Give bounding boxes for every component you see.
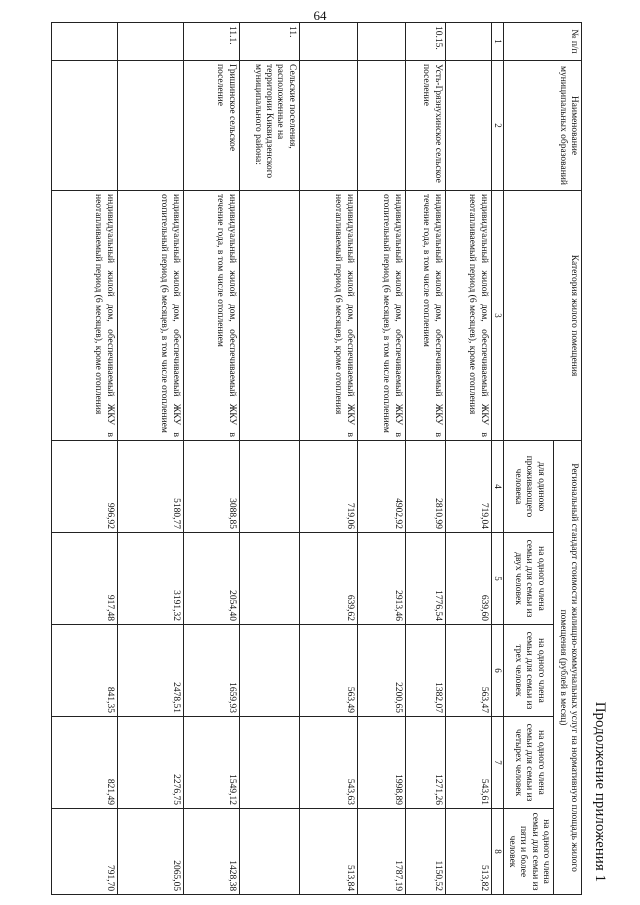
header-name: Наименование муниципальных образований bbox=[503, 61, 581, 191]
municipality-name bbox=[299, 61, 357, 191]
standard-value bbox=[239, 717, 299, 809]
standard-value: 719,06 bbox=[299, 441, 357, 533]
municipality-name bbox=[445, 61, 491, 191]
municipality-name: Усть-Грязнухинское сельское поселение bbox=[405, 61, 445, 191]
table-row bbox=[405, 23, 445, 895]
standard-value: 1549,12 bbox=[183, 717, 239, 809]
table-row bbox=[51, 23, 117, 895]
table-row bbox=[357, 23, 405, 895]
column-number: 7 bbox=[491, 717, 503, 809]
column-number: 6 bbox=[491, 625, 503, 717]
housing-category: индивидуальный жилой дом, обеспечиваемый ЖКУ в отопительный период (6 месяцев), в том числе отоплением bbox=[357, 191, 405, 441]
standard-value: 2276,75 bbox=[117, 717, 183, 809]
standard-value: 1776,54 bbox=[405, 533, 445, 625]
standard-value: 2054,40 bbox=[183, 533, 239, 625]
standard-value: 719,04 bbox=[445, 441, 491, 533]
column-number: 4 bbox=[491, 441, 503, 533]
row-number: 11. bbox=[239, 23, 299, 61]
standard-value bbox=[239, 533, 299, 625]
table-body bbox=[51, 23, 491, 895]
header-col7: на одного члена семьи для семьи из четырех человек bbox=[503, 717, 554, 809]
row-number bbox=[51, 23, 117, 61]
housing-category: индивидуальный жилой дом, обеспечиваемый ЖКУ в неотапливаемый период (6 месяцев), кроме отопления bbox=[445, 191, 491, 441]
header-category: Категория жилого помещения bbox=[503, 191, 581, 441]
header-col4: для одиноко проживающего человека bbox=[503, 441, 554, 533]
standard-value: 543,63 bbox=[299, 717, 357, 809]
standard-value: 563,47 bbox=[445, 625, 491, 717]
municipality-name bbox=[357, 61, 405, 191]
column-number: 8 bbox=[491, 809, 503, 895]
standard-value: 5180,77 bbox=[117, 441, 183, 533]
column-number: 5 bbox=[491, 533, 503, 625]
row-number bbox=[357, 23, 405, 61]
housing-category: индивидуальный жилой дом, обеспечиваемый ЖКУ в неотапливаемый период (6 месяцев), кроме отопления bbox=[299, 191, 357, 441]
standard-value: 2200,65 bbox=[357, 625, 405, 717]
municipality-name: Сельские поселения, расположенные на территории Киквидзенского муниципального района: bbox=[239, 61, 299, 191]
header-col6: на одного члена семьи для семьи из трех человек bbox=[503, 625, 554, 717]
standard-value: 513,82 bbox=[445, 809, 491, 895]
standard-value: 2810,99 bbox=[405, 441, 445, 533]
appendix-title: Продолжение приложения 1 bbox=[592, 701, 608, 882]
column-number: 3 bbox=[491, 191, 503, 441]
standard-value bbox=[239, 625, 299, 717]
tariff-table bbox=[51, 22, 582, 895]
table-row bbox=[239, 23, 299, 895]
municipality-name: Гришинское сельское поселение bbox=[183, 61, 239, 191]
standard-value: 639,60 bbox=[445, 533, 491, 625]
table-row bbox=[117, 23, 183, 895]
standard-value: 791,70 bbox=[51, 809, 117, 895]
standard-value: 2478,51 bbox=[117, 625, 183, 717]
housing-category: индивидуальный жилой дом, обеспечиваемый ЖКУ в отопительный период (6 месяцев), в том числе отоплением bbox=[117, 191, 183, 441]
header-col8: на одного члена семьи для семьи из пяти и более человек bbox=[503, 809, 554, 895]
municipality-name bbox=[117, 61, 183, 191]
table-row bbox=[445, 23, 491, 895]
row-number bbox=[445, 23, 491, 61]
standard-value: 1150,52 bbox=[405, 809, 445, 895]
row-number bbox=[299, 23, 357, 61]
standard-value: 1998,89 bbox=[357, 717, 405, 809]
standard-value: 841,35 bbox=[51, 625, 117, 717]
standard-value: 513,84 bbox=[299, 809, 357, 895]
housing-category: индивидуальный жилой дом, обеспечиваемый ЖКУ в неотапливаемый период (6 месяцев), кроме отопления bbox=[51, 191, 117, 441]
standard-value: 1787,19 bbox=[357, 809, 405, 895]
standard-value: 996,92 bbox=[51, 441, 117, 533]
standard-value: 4902,92 bbox=[357, 441, 405, 533]
standard-value: 821,49 bbox=[51, 717, 117, 809]
standard-value: 3191,32 bbox=[117, 533, 183, 625]
column-number: 1 bbox=[491, 23, 503, 61]
standard-value bbox=[239, 441, 299, 533]
standard-value bbox=[239, 809, 299, 895]
standard-value: 1428,38 bbox=[183, 809, 239, 895]
page-number: 64 bbox=[313, 8, 327, 23]
standard-value: 3088,85 bbox=[183, 441, 239, 533]
row-number: 11.1. bbox=[183, 23, 239, 61]
housing-category: индивидуальный жилой дом, обеспечиваемый ЖКУ в течение года, в том числе отоплением bbox=[405, 191, 445, 441]
table-row bbox=[299, 23, 357, 895]
rotated-sheet bbox=[10, 18, 610, 898]
housing-category bbox=[239, 191, 299, 441]
standard-value: 1659,93 bbox=[183, 625, 239, 717]
standard-value: 2065,05 bbox=[117, 809, 183, 895]
row-number bbox=[117, 23, 183, 61]
column-number: 2 bbox=[491, 61, 503, 191]
header-num: № п/п bbox=[503, 23, 581, 61]
municipality-name bbox=[51, 61, 117, 191]
standard-value: 563,49 bbox=[299, 625, 357, 717]
standard-value: 639,62 bbox=[299, 533, 357, 625]
table-row bbox=[183, 23, 239, 895]
standard-value: 917,48 bbox=[51, 533, 117, 625]
standard-value: 1271,26 bbox=[405, 717, 445, 809]
standard-value: 2913,46 bbox=[357, 533, 405, 625]
housing-category: индивидуальный жилой дом, обеспечиваемый ЖКУ в течение года, в том числе отоплением bbox=[183, 191, 239, 441]
standard-value: 543,61 bbox=[445, 717, 491, 809]
column-number-row bbox=[491, 23, 503, 895]
header-standard: Региональный стандарт стоимости жилищно-коммунальных услуг на нормативную площадь жилого помещения (рублей в месяц) bbox=[554, 441, 582, 895]
row-number: 10.15. bbox=[405, 23, 445, 61]
header-col5: на одного члена семьи для семьи из двух человек bbox=[503, 533, 554, 625]
standard-value: 1382,07 bbox=[405, 625, 445, 717]
